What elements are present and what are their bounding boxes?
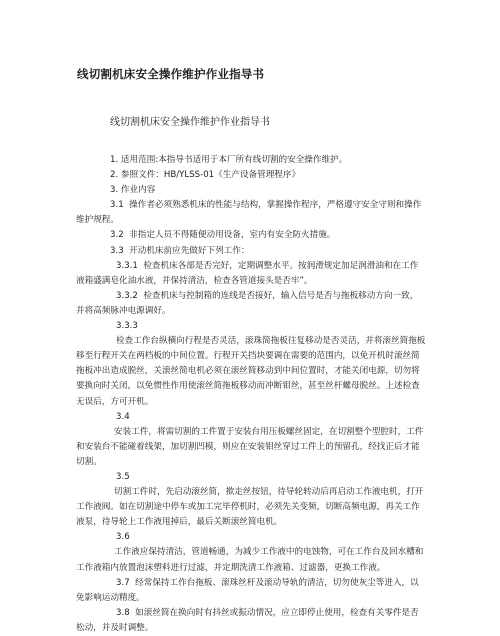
paragraph: 切割工件时，先启动滚丝简，揿走丝按钮，待导轮转动后再启动工作液电机，打开工作液阀。如在切割途中停车或加工完毕停机时，必须先关变频，切断高频电源，再关工作液泵，待导轮上工作液甩掉后，最后关断滚丝简电机。: [76, 487, 424, 528]
document-body: [76, 153, 426, 636]
document-subtitle: 线切割机床安全操作维护作业指导书: [110, 117, 270, 128]
paragraph: 3.5: [116, 471, 130, 482]
paragraph: 3.3.2 检查机床与控制箱的连线是否接好，输入信号是否与拖板移动方向一致，并将高频脉冲电源调好。: [76, 290, 419, 316]
paragraph: 安装工件，将需切割的工件置于安装台用压板螺丝固定，在切割整个型腔时，工件和安装台不能碰着线架，加切割凹模，则应在安装钼丝穿过工件上的预留孔，经找正后才能切割。: [76, 426, 424, 467]
paragraph: 3.6: [116, 532, 130, 543]
document-title: 线切割机床安全操作维护作业指导书: [77, 67, 265, 81]
paragraph: 1. 适用范围:本指导书适用于本厂所有线切割的安全操作维护。: [110, 155, 348, 165]
paragraph: 3.2 非指定人员不得随便动用设备，室内有安全防火措施。: [110, 230, 336, 241]
paragraph: 3. 作业内容: [110, 185, 156, 196]
paragraph: 工作液应保持清洁，管道畅通，为减少工作液中的电蚀物，可在工作台及回水槽和工作液箱内放置泡沫塑料进行过滤，并定期洗清工作液箱、过滤器，更换工作液。: [76, 547, 424, 573]
paragraph: 2. 参照文件：HB/YLSS-01《生产设备管理程序》: [110, 170, 301, 181]
paragraph: 检查工作台纵横向行程是否灵活，滚珠简拖板往复移动是否灵活，并将滚丝简拖板移至行程开关在两档板的中间位置。行程开关挡块要调在需要的范围内，以免开机时滚丝简拖板冲出造成脱丝，关滚丝简电机必须在滚丝简移动到中间位置时，才能关闭电源，切勿将要换向时关闭，以免惯性作用使滚丝简拖板移动而冲断钼丝，甚至丝杆螺母脱丝。上述检查无误后，方可开机。: [76, 336, 426, 407]
paragraph: 3.8 如滚丝简在换向时有抖丝或振动情况，应立即停止使用，检查有关零件是否松动，并及时调整。: [76, 607, 419, 633]
paragraph: 3.1 操作者必须熟悉机床的性能与结构，掌握操作程序，严格遵守安全守则和操作维护规程。: [76, 200, 422, 226]
paragraph: 3.4: [116, 411, 130, 422]
paragraph: 3.3.1 检查机床各部是否完好，定期调整水平。按润滑规定加足润滑油和在工作液箱盛满皂化油水液，并保持清洁，检查各管道接头是否牢”。: [76, 260, 419, 286]
paragraph: 3.7 经常保持工作台拖板、滚珠丝杆及滚动导轨的清洁，切勿使灰尘等进入，以免影响运动精度。: [76, 577, 419, 603]
paragraph: 3.3 开动机床前应先做好下列工作：: [110, 245, 250, 256]
paragraph: 3.3.3: [116, 321, 138, 332]
